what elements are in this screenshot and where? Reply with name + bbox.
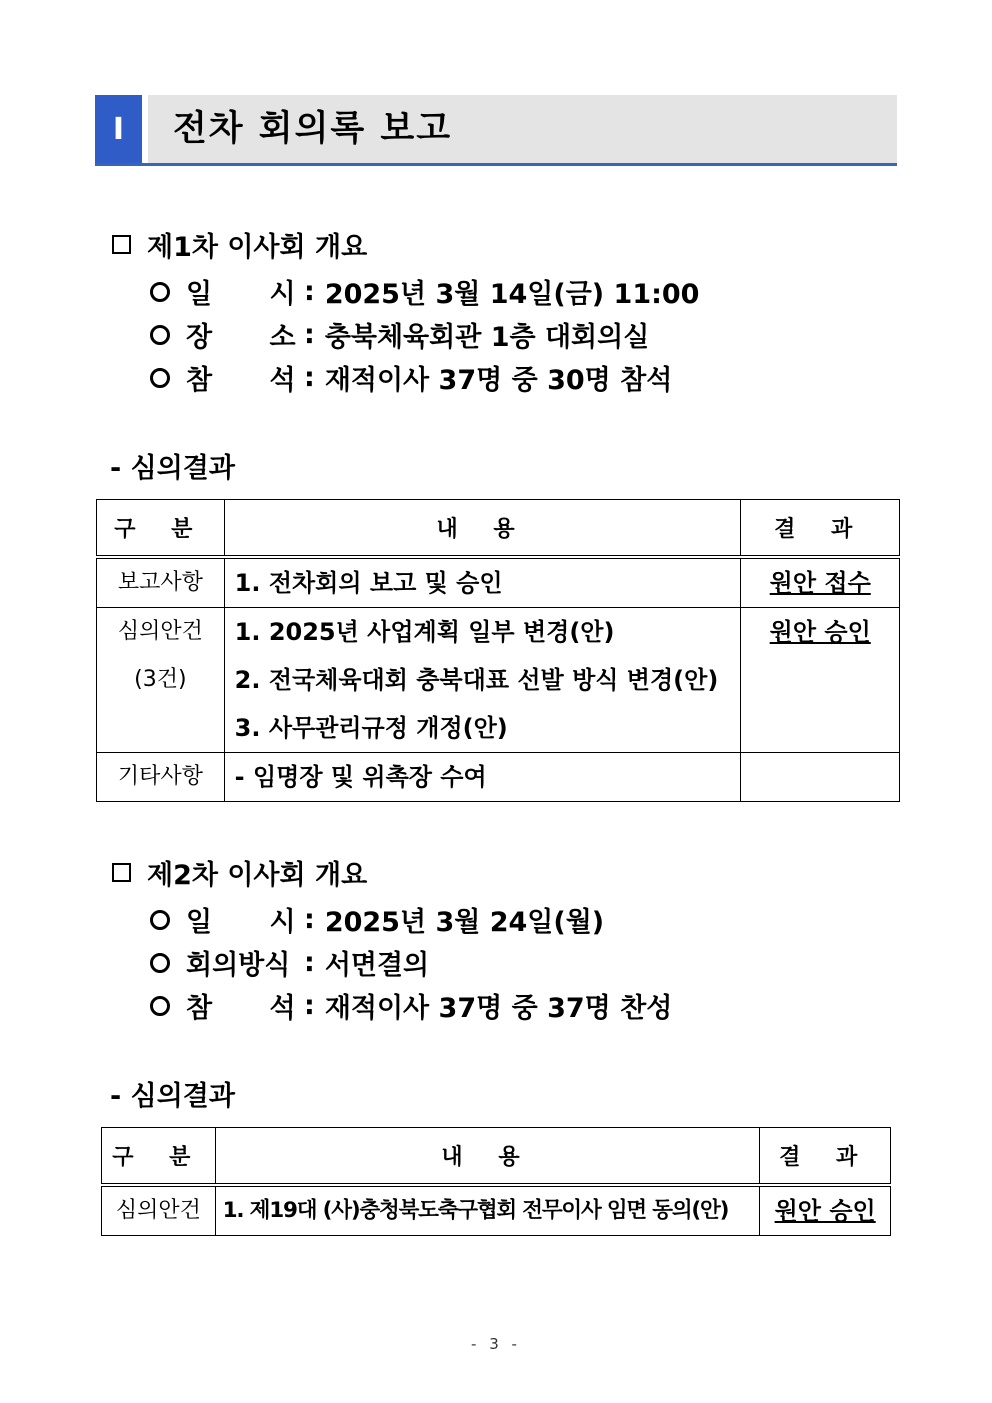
- meeting1-date-row: [150, 272, 699, 311]
- colon: :: [304, 276, 315, 307]
- colon: :: [304, 904, 315, 935]
- meeting1-place-value: 충북체육회관 1층 대회의실: [324, 322, 650, 353]
- table-header-result: 결 과: [760, 1128, 891, 1185]
- row-category: 심의안건: [102, 1185, 216, 1236]
- row-content: 1. 전차회의 보고 및 승인: [224, 557, 741, 608]
- meeting1-heading: [112, 225, 367, 264]
- meeting2-date-row: [150, 900, 604, 939]
- meeting1-results-heading: - 심의결과: [110, 453, 235, 484]
- section-title-bar: [95, 95, 897, 166]
- circle-bullet-icon: [150, 953, 170, 973]
- meeting1-date-value: 2025년 3월 14일(금) 11:00: [324, 279, 700, 310]
- row-result: 원안 접수: [741, 557, 900, 608]
- page-number: - 3 -: [471, 1335, 521, 1353]
- table-row: [97, 752, 900, 801]
- meeting2-attendance-row: [150, 986, 672, 1025]
- meeting1-results-table: [96, 499, 900, 802]
- meeting1-date-label: 일 시: [186, 279, 296, 310]
- square-bullet-icon: [112, 235, 131, 254]
- circle-bullet-icon: [150, 910, 170, 930]
- table-row: [97, 557, 900, 608]
- row-content: 1. 2025년 사업계획 일부 변경(안) 2. 전국체육대회 충북대표 선발 방식 변경(안) 3. 사무관리규정 개정(안): [224, 607, 741, 752]
- meeting2-method-label: 회의방식: [186, 950, 291, 981]
- meeting2-heading-text: 제2차 이사회 개요: [147, 860, 368, 891]
- colon: :: [304, 990, 315, 1021]
- meeting2-attendance-label: 참 석: [186, 993, 296, 1024]
- row-category: 기타사항: [97, 752, 225, 801]
- circle-bullet-icon: [150, 368, 170, 388]
- meeting1-attendance-row: [150, 358, 672, 397]
- row-content: - 임명장 및 위촉장 수여: [224, 752, 741, 801]
- circle-bullet-icon: [150, 325, 170, 345]
- meeting2-date-label: 일 시: [186, 907, 296, 938]
- meeting1-heading-text: 제1차 이사회 개요: [147, 232, 368, 263]
- meeting1-attendance-value: 재적이사 37명 중 30명 참석: [324, 365, 673, 396]
- row-category: 심의안건 (3건): [97, 607, 225, 752]
- colon: :: [304, 319, 315, 350]
- table-row: [97, 607, 900, 752]
- meeting2-attendance-value: 재적이사 37명 중 37명 찬성: [324, 993, 673, 1024]
- square-bullet-icon: [112, 863, 131, 882]
- meeting2-results-table: [101, 1127, 891, 1236]
- table-header-category: 구 분: [97, 500, 225, 557]
- meeting2-method-value: 서면결의: [324, 950, 430, 981]
- meeting1-attendance-label: 참 석: [186, 365, 296, 396]
- row-content: 1. 제19대 (사)충청북도축구협회 전무이사 임면 동의(안): [215, 1185, 760, 1236]
- table-row: [102, 1185, 891, 1236]
- table-header-content: 내 용: [215, 1128, 760, 1185]
- meeting2-results-heading: - 심의결과: [110, 1081, 235, 1112]
- circle-bullet-icon: [150, 282, 170, 302]
- row-category: 보고사항: [97, 557, 225, 608]
- row-result: 원안 승인: [741, 607, 900, 752]
- meeting1-place-label: 장 소: [186, 322, 296, 353]
- meeting2-date-value: 2025년 3월 24일(월): [324, 907, 605, 938]
- colon: :: [304, 362, 315, 393]
- colon: :: [304, 947, 315, 978]
- table-header-content: 내 용: [224, 500, 741, 557]
- section-title: 전차 회의록 보고: [173, 109, 453, 149]
- meeting2-method-row: [150, 943, 429, 982]
- row-result: [741, 752, 900, 801]
- row-result: 원안 승인: [760, 1185, 891, 1236]
- table-header-result: 결 과: [741, 500, 900, 557]
- circle-bullet-icon: [150, 996, 170, 1016]
- section-number: I: [95, 95, 142, 163]
- meeting1-place-row: [150, 315, 649, 354]
- meeting2-heading: [112, 853, 367, 892]
- table-header-category: 구 분: [102, 1128, 216, 1185]
